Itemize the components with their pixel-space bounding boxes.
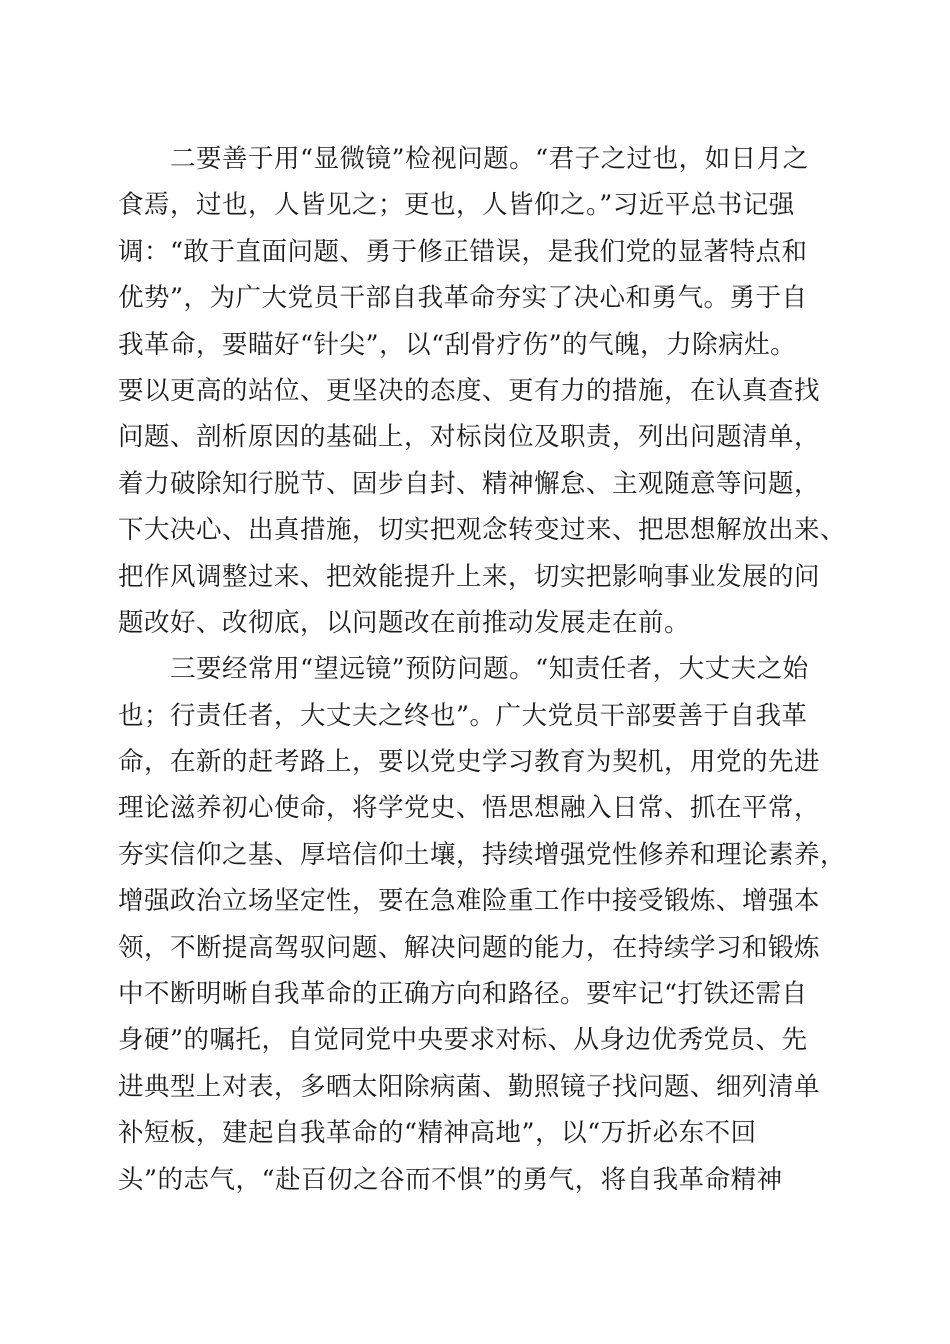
text-line: 进典型上对表，多晒太阳除病菌、勤照镜子找问题、细列清单 [118, 1071, 821, 1102]
text-line: 领，不断提高驾驭问题、解决问题的能力，在持续学习和锻炼 [118, 932, 821, 963]
text-line: 食焉，过也，人皆见之；更也，人皆仰之。”习近平总书记强 [118, 190, 795, 221]
text-line: 中不断明晰自我革命的正确方向和路径。要牢记“打铁还需自 [118, 979, 808, 1010]
text-line: 我革命，要瞄好“针尖”，以“刮骨疗伤”的气魄，力除病灶。 [118, 329, 797, 360]
text-line: 把作风调整过来、把效能提升上来，切实把影响事业发展的问 [118, 561, 821, 592]
text-line: 二要善于用“显微镜”检视问题。“君子之过也，如日月之 [118, 144, 809, 174]
text-line: 下大决心、出真措施，切实把观念转变过来、把思想解放出来、 [118, 515, 847, 546]
body-text [118, 136, 847, 1203]
text-line: 身硬”的嘱托，自觉同党中央要求对标、从身边优秀党员、先 [118, 1025, 808, 1056]
text-line: 头”的志气，“赴百仞之谷而不惧”的勇气，将自我革命精神 [118, 1164, 783, 1195]
text-line: 理论滋养初心使命，将学党史、悟思想融入日常、抓在平常， [118, 793, 821, 824]
text-line: 题改好、改彻底，以问题改在前推动发展走在前。 [118, 607, 691, 638]
text-line: 要以更高的站位、更坚决的态度、更有力的措施，在认真查找 [118, 375, 821, 406]
text-line: 补短板，建起自我革命的“精神高地”，以“万折必东不回 [118, 1118, 757, 1149]
text-line: 优势”，为广大党员干部自我革命夯实了决心和勇气。勇于自 [118, 283, 808, 314]
text-line: 也；行责任者，大丈夫之终也”。广大党员干部要善于自我革 [118, 700, 808, 731]
text-line: 调：“敢于直面问题、勇于修正错误，是我们党的显著特点和 [118, 236, 808, 267]
text-line: 三要经常用“望远镜”预防问题。“知责任者，大丈夫之始 [118, 654, 809, 685]
text-line: 增强政治立场坚定性，要在急难险重工作中接受锻炼、增强本 [118, 886, 821, 917]
text-line: 夯实信仰之基、厚培信仰土壤，持续增强党性修养和理论素养， [118, 839, 847, 870]
text-line: 命，在新的赶考路上，要以党史学习教育为契机，用党的先进 [118, 747, 821, 778]
text-line: 问题、剖析原因的基础上，对标岗位及职责，列出问题清单， [118, 422, 821, 453]
text-line: 着力破除知行脱节、固步自封、精神懈怠、主观随意等问题， [118, 468, 821, 499]
